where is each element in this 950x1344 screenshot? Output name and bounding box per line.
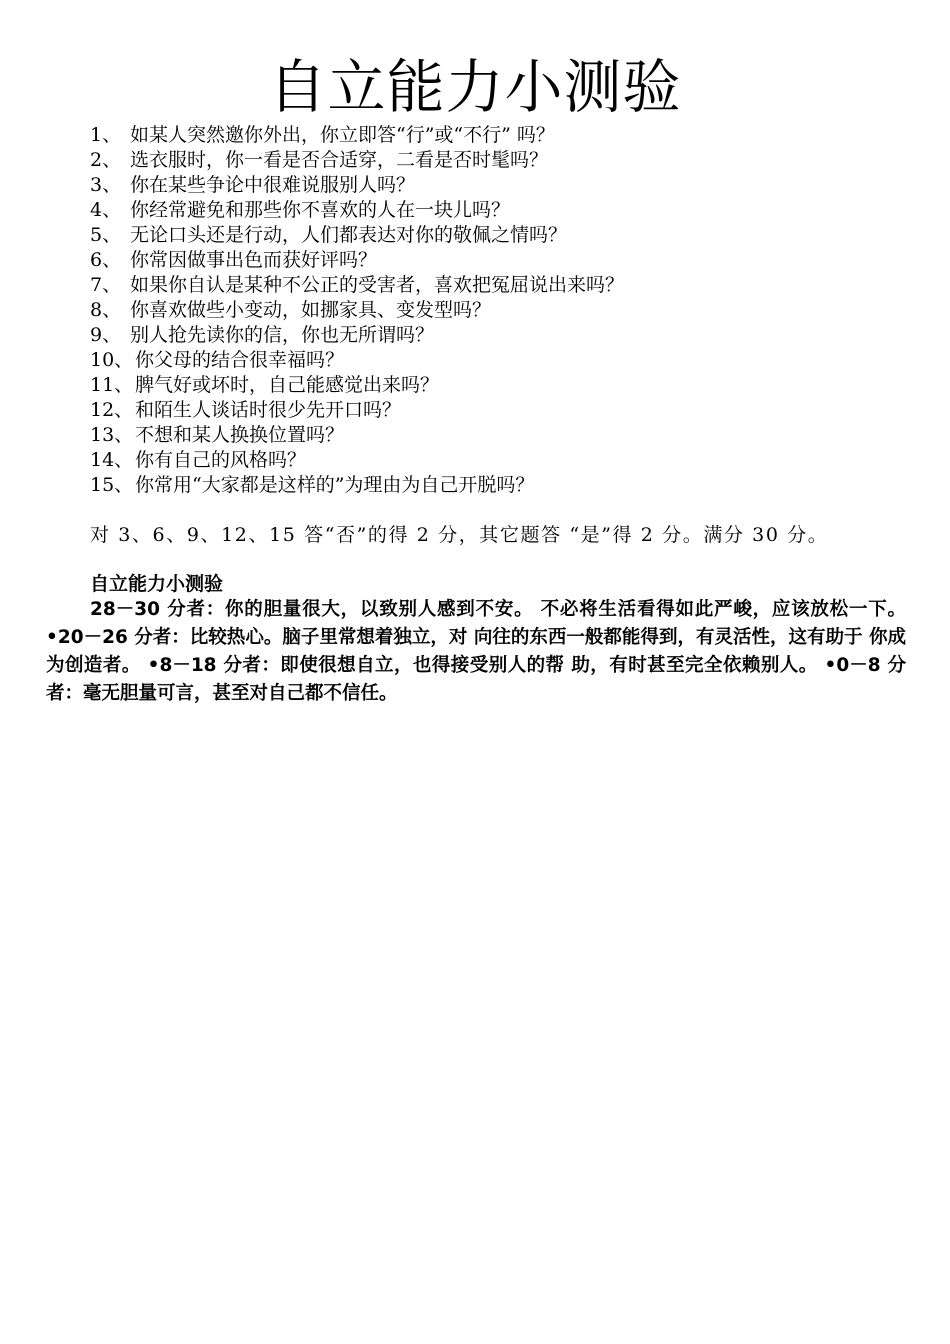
question-number: 4、	[90, 199, 122, 221]
question-number: 2、	[90, 149, 122, 171]
question-item	[90, 248, 930, 273]
question-number: 15、	[90, 474, 134, 496]
question-item	[90, 423, 930, 448]
question-text: 如某人突然邀你外出，你立即答“行”或“不行” 吗？	[130, 124, 555, 146]
question-item	[90, 323, 930, 348]
question-item	[90, 223, 930, 248]
question-item	[90, 448, 930, 473]
question-item	[90, 473, 930, 498]
question-item	[90, 298, 930, 323]
question-item	[90, 348, 930, 373]
question-number: 6、	[90, 249, 122, 271]
question-item	[90, 148, 930, 173]
page-title: 自立能力小测验	[268, 53, 682, 121]
question-text: 你常用“大家都是这样的”为理由为自己开脱吗？	[135, 474, 535, 496]
question-text: 你喜欢做些小变动，如挪家具、变发型吗？	[130, 299, 492, 321]
question-text: 如果你自认是某种不公正的受害者，喜欢把冤屈说出来吗？	[130, 274, 625, 296]
scoring-rule: 对 3、6、9、12、15 答“否”的得 2 分，其它题答 “是”得 2 分。满分 30 分。	[90, 524, 829, 546]
question-number: 14、	[90, 449, 134, 471]
question-item	[90, 123, 930, 148]
question-number: 7、	[90, 274, 122, 296]
question-number: 10、	[90, 349, 134, 371]
question-text: 和陌生人谈话时很少先开口吗？	[135, 399, 402, 421]
question-text: 脾气好或坏时，自己能感觉出来吗？	[135, 374, 440, 396]
question-item	[90, 398, 930, 423]
question-number: 13、	[90, 424, 134, 446]
question-item	[90, 273, 930, 298]
question-item	[90, 198, 930, 223]
question-text: 你经常避免和那些你不喜欢的人在一块儿吗？	[130, 199, 511, 221]
result-text: 28－30 分者：你的胆量很大，以致别人感到不安。 不必将生活看得如此严峻，应该放松一下。 •20－26 分者：比较热心。脑子里常想着独立，对 向往的东西一般都能得到，有灵活性，这有助于 你成为创造者。 •8－18 分者：即使很想自立，也得接受别人的帮 助，有时甚至完全依赖别人。 •0－8 分者：毫无胆量可言，甚至对自己都不信任。	[46, 599, 906, 704]
question-number: 9、	[90, 324, 122, 346]
question-text: 别人抢先读你的信，你也无所谓吗？	[130, 324, 435, 346]
question-text: 你父母的结合很幸福吗？	[135, 349, 345, 371]
question-text: 你有自己的风格吗？	[135, 449, 307, 471]
question-number: 12、	[90, 399, 134, 421]
result-heading: 自立能力小测验	[90, 573, 224, 595]
question-text: 你在某些争论中很难说服别人吗？	[130, 174, 416, 196]
question-list	[90, 123, 930, 498]
question-number: 8、	[90, 299, 122, 321]
question-number: 3、	[90, 174, 122, 196]
question-number: 1、	[90, 124, 122, 146]
question-text: 选衣服时，你一看是否合适穿，二看是否时髦吗？	[130, 149, 549, 171]
question-text: 无论口头还是行动，人们都表达对你的敬佩之情吗？	[130, 224, 568, 246]
question-number: 5、	[90, 224, 122, 246]
question-text: 不想和某人换换位置吗？	[135, 424, 345, 446]
question-number: 11、	[90, 374, 134, 396]
question-item	[90, 373, 930, 398]
question-item	[90, 173, 930, 198]
question-text: 你常因做事出色而获好评吗？	[130, 249, 378, 271]
